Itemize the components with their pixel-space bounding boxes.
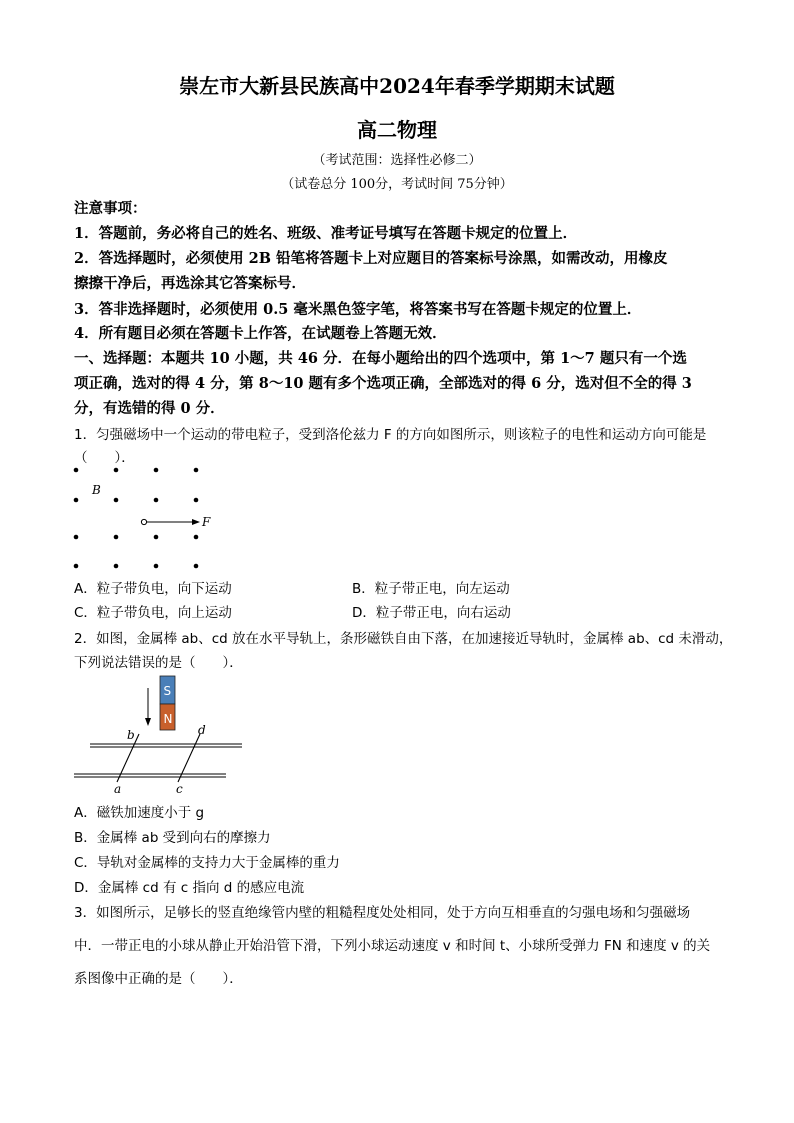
notice-item-4: 4．所有题目必须在答题卡上作答，在试题卷上答题无效．: [74, 325, 447, 342]
q1-option-a: A．粒子带负电，向下运动: [74, 581, 232, 597]
q3-stem-line1: 3．如图所示，足够长的竖直绝缘管内壁的粗糙程度处处相同，处于方向互相垂直的匀强电场和匀强磁场: [74, 905, 691, 921]
q1-magnetic-field-figure: [66, 460, 226, 574]
q2-rail-magnet-figure: [70, 672, 250, 798]
exam-time-info: （试卷总分 100分，考试时间 75分钟）: [281, 177, 513, 192]
q2-option-b: B．金属棒 ab 受到向右的摩擦力: [74, 830, 271, 846]
q1-stem-line1: 1．匀强磁场中一个运动的带电粒子，受到洛伦兹力 F 的方向如图所示，则该粒子的电性和运动方向可能是: [74, 427, 707, 443]
q1-option-c: C．粒子带负电，向上运动: [74, 605, 232, 621]
q1-field-label-b: B: [92, 483, 101, 497]
notice-item-1: 1．答题前，务必将自己的姓名、班级、准考证号填写在答题卡规定的位置上．: [74, 225, 578, 242]
q2-label-b: b: [127, 728, 135, 742]
q3-stem-line3: 系图像中正确的是（ ）．: [74, 971, 243, 987]
notice-item-2: 2．答选择题时，必须使用 2B 铅笔将答题卡上对应题目的答案标号涂黑，如需改动，用橡皮: [74, 250, 668, 267]
q2-stem-line2: 下列说法错误的是（ ）．: [74, 655, 243, 671]
q2-label-c: c: [176, 782, 183, 796]
q2-label-d: d: [198, 723, 206, 737]
q1-option-d: D．粒子带正电，向右运动: [352, 605, 511, 621]
q2-s-pole-label: S: [163, 684, 172, 698]
section1-line1: 一、选择题：本题共 10 小题，共 46 分．在每小题给出的四个选项中，第 1～7 题只有一个选: [74, 350, 687, 367]
q2-option-a: A．磁铁加速度小于 g: [74, 805, 205, 821]
section1-line2: 项正确，选对的得 4 分，第 8～10 题有多个选项正确，全部选对的得 6 分，选对但不全的得 3: [74, 375, 692, 392]
notice-heading: 注意事项：: [74, 200, 147, 217]
q1-force-label-f: F: [202, 515, 211, 529]
section1-line3: 分，有选错的得 0 分．: [74, 400, 225, 417]
q1-stem-line2: （ ）．: [74, 450, 135, 466]
exam-scope: （考试范围：选择性必修二）: [312, 153, 482, 168]
exam-subtitle: 高二物理: [357, 118, 437, 142]
q2-stem-line1: 2．如图，金属棒 ab、cd 放在水平导轨上，条形磁铁自由下落，在加速接近导轨时，金属棒 ab、cd 未滑动，: [74, 631, 733, 647]
q1-particle: [141, 519, 146, 524]
q2-label-a: a: [114, 782, 122, 796]
q1-force-arrowhead: [192, 519, 200, 525]
q2-rod-cd: [178, 734, 200, 782]
q2-option-d: D．金属棒 cd 有 c 指向 d 的感应电流: [74, 880, 305, 896]
q1-option-b: B．粒子带正电，向左运动: [352, 581, 510, 597]
notice-item-3: 3．答非选择题时，必须使用 0.5 毫米黑色签字笔，将答案书写在答题卡规定的位置上．: [74, 301, 642, 318]
q2-fall-arrowhead: [145, 718, 151, 726]
exam-title: 崇左市大新县民族高中2024年春季学期期末试题: [179, 74, 615, 98]
q3-stem-line2: 中．一带正电的小球从静止开始沿管下滑，下列小球运动速度 v 和时间 t、小球所受弹力 FN 和速度 v 的关: [74, 938, 711, 954]
q2-option-c: C．导轨对金属棒的支持力大于金属棒的重力: [74, 855, 340, 871]
notice-item-2-cont: 擦擦干净后，再选涂其它答案标号．: [74, 275, 306, 292]
q2-n-pole-label: N: [163, 712, 173, 726]
